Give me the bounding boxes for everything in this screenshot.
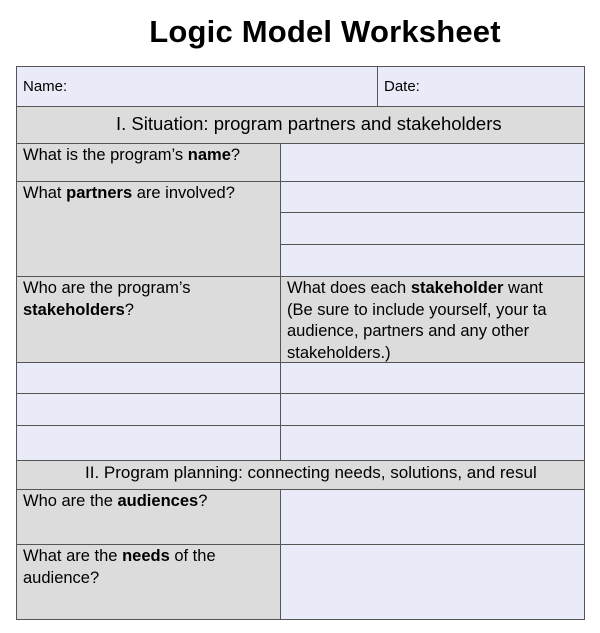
question-audiences: Who are the audiences? bbox=[16, 489, 281, 545]
question-partners: What partners are involved? bbox=[16, 181, 281, 277]
answer-partners-1[interactable] bbox=[280, 181, 585, 213]
question-stakeholders: Who are the program’s stakeholders? bbox=[16, 276, 281, 363]
answer-stakeholder-3[interactable] bbox=[16, 425, 281, 461]
answer-want-3[interactable] bbox=[280, 425, 585, 461]
answer-needs[interactable] bbox=[280, 544, 585, 620]
question-needs: What are the needs of the audience? bbox=[16, 544, 281, 620]
answer-partners-2[interactable] bbox=[280, 212, 585, 245]
answer-partners-3[interactable] bbox=[280, 244, 585, 277]
section-heading-program-planning: II. Program planning: connecting needs, solutions, and resul bbox=[16, 460, 585, 490]
date-label: Date: bbox=[384, 78, 420, 95]
answer-want-1[interactable] bbox=[280, 362, 585, 394]
date-field[interactable] bbox=[377, 66, 585, 107]
name-field[interactable] bbox=[16, 66, 378, 107]
answer-program-name[interactable] bbox=[280, 143, 585, 182]
question-program-name: What is the program’s name? bbox=[16, 143, 281, 182]
name-label: Name: bbox=[23, 78, 68, 95]
answer-stakeholder-1[interactable] bbox=[16, 362, 281, 394]
section-heading-situation: I. Situation: program partners and stakeholders bbox=[16, 106, 585, 144]
answer-audiences[interactable] bbox=[280, 489, 585, 545]
answer-stakeholder-2[interactable] bbox=[16, 393, 281, 426]
question-stakeholder-wants: What does each stakeholder want (Be sure to include yourself, your ta audience, partners and any other stakeholders.) bbox=[280, 276, 585, 363]
page-title: Logic Model Worksheet bbox=[149, 14, 501, 49]
answer-want-2[interactable] bbox=[280, 393, 585, 426]
